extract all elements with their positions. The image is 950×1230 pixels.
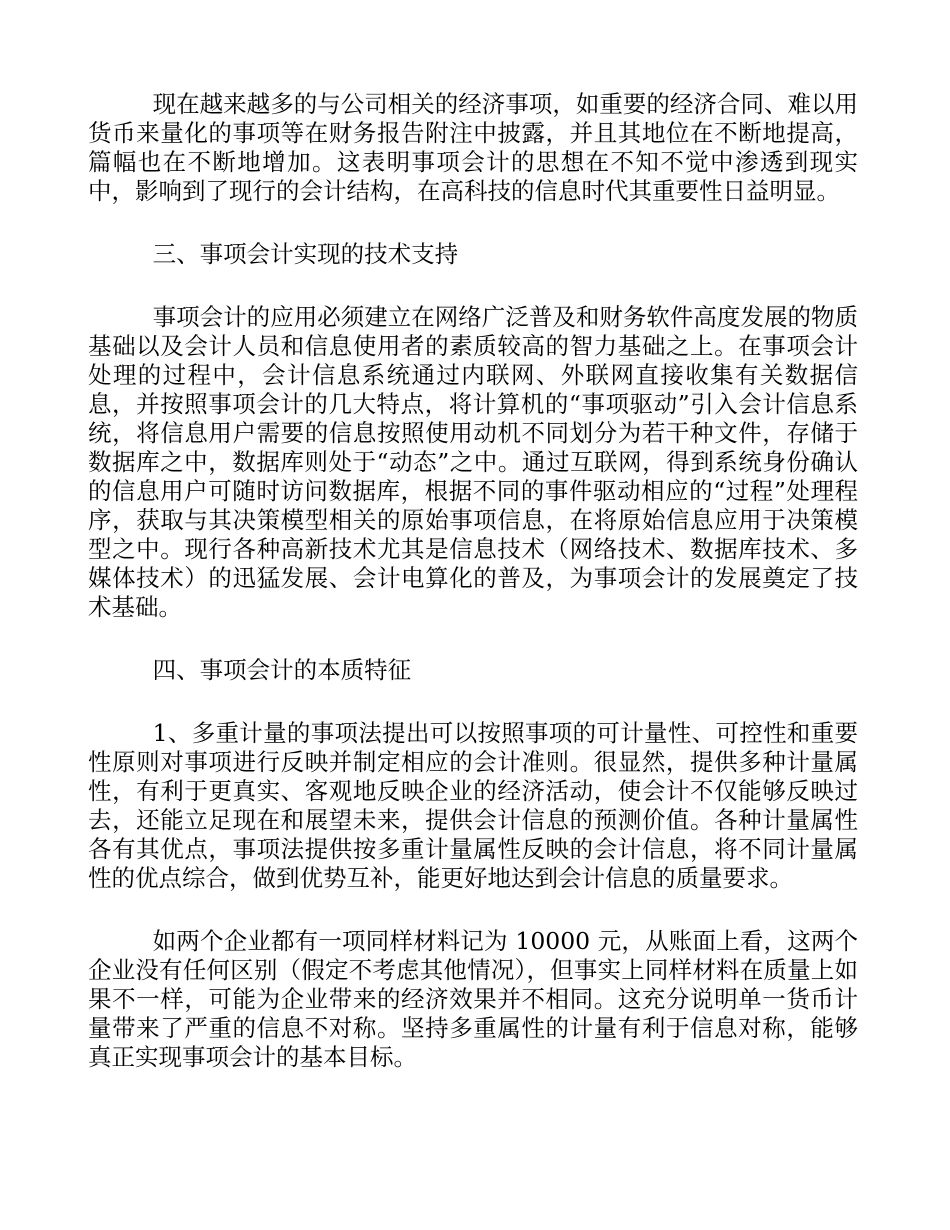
paragraph-intro: 现在越来越多的与公司相关的经济事项，如重要的经济合同、难以用货币来量化的事项等在财务报告附注中披露，并且其地位在不断地提高，篇幅也在不断地增加。这表明事项会计的思想在不知不觉中渗透到现实中，影响到了现行的会计结构，在高科技的信息时代其重要性日益明显。 xyxy=(88,90,858,205)
paragraph-example: 如两个企业都有一项同样材料记为 10000 元，从账面上看，这两个企业没有任何区别（假定不考虑其他情况），但事实上同样材料在质量上如果不一样，可能为企业带来的经济效果并不相同。这充分说明单一货币计量带来了严重的信息不对称。坚持多重属性的计量有利于信息对称，能够真正实现事项会计的基本目标。 xyxy=(88,927,858,1071)
paragraph-tech-support: 事项会计的应用必须建立在网络广泛普及和财务软件高度发展的物质基础以及会计人员和信息使用者的素质较高的智力基础之上。在事项会计处理的过程中，会计信息系统通过内联网、外联网直接收集有关数据信息，并按照事项会计的几大特点，将计算机的“事项驱动”引入会计信息系统，将信息用户需要的信息按照使用动机不同划分为若干种文件，存储于数据库之中，数据库则处于“动态”之中。通过互联网，得到系统身份确认的信息用户可随时访问数据库，根据不同的事件驱动相应的“过程”处理程序，获取与其决策模型相关的原始事项信息，在将原始信息应用于决策模型之中。现行各种高新技术尤其是信息技术（网络技术、数据库技术、多媒体技术）的迅猛发展、会计电算化的普及，为事项会计的发展奠定了技术基础。 xyxy=(88,303,858,621)
section-heading-4: 四、事项会计的本质特征 xyxy=(152,656,412,684)
section-heading-3: 三、事项会计实现的技术支持 xyxy=(152,240,459,268)
document-body xyxy=(88,90,858,1072)
paragraph-multi-measurement: 1、多重计量的事项法提出可以按照事项的可计量性、可控性和重要性原则对事项进行反映并制定相应的会计准则。很显然，提供多种计量属性，有利于更真实、客观地反映企业的经济活动，使会计不仅能够反映过去，还能立足现在和展望未来，提供会计信息的预测价值。各种计量属性各有其优点，事项法提供按多重计量属性反映的会计信息，将不同计量属性的优点综合，做到优势互补，能更好地达到会计信息的质量要求。 xyxy=(88,719,858,892)
